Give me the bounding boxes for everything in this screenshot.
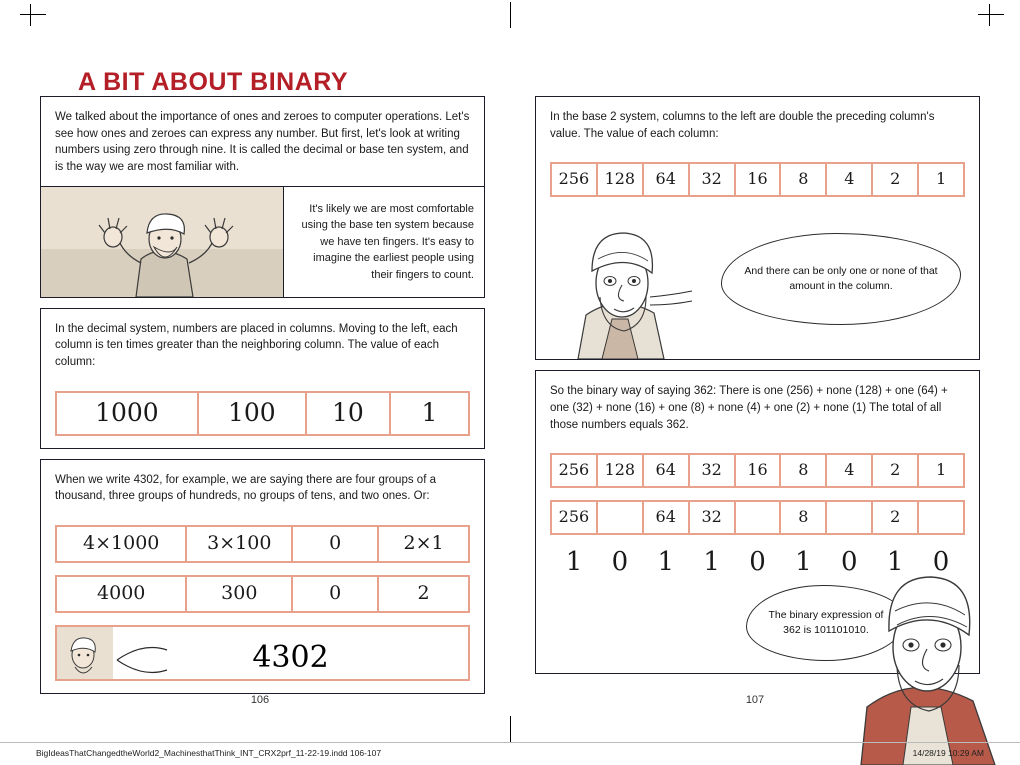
binary-value-cell: 1 [935, 460, 947, 480]
product-values-row [55, 575, 470, 613]
binary-selected-cell: 32 [690, 502, 736, 533]
product-cell: 0 [293, 577, 379, 611]
binary-digit: 0 [840, 547, 858, 578]
expanded-cell: 2×1 [403, 532, 444, 555]
indesign-footer [0, 742, 1020, 758]
binary-values-row [550, 453, 965, 488]
page-number-left: 106 [250, 694, 270, 706]
speech-tail-icon [113, 636, 173, 686]
expanded-form-row [55, 525, 470, 563]
crop-mark-top-right [989, 4, 990, 26]
large-character-overlay-drawing [845, 545, 1020, 765]
binary-value-cell: 8 [781, 455, 827, 486]
binary-digit: 0 [932, 547, 950, 578]
decimal-cell: 10 [307, 393, 391, 434]
small-figure-in-row [57, 627, 113, 679]
illustration-ten-fingers [41, 186, 484, 297]
binary-selected-row [550, 500, 965, 535]
binary-digit: 1 [886, 547, 904, 578]
binary-cell: 16 [736, 164, 782, 195]
crop-mark-top-right-h [978, 14, 1004, 15]
left-panel-decimal-text: In the decimal system, numbers are placed in columns. Moving to the left, each column is ten times greater than the neighboring column. The value of each column: [55, 322, 458, 369]
binary-selected-cell: 2 [873, 502, 919, 533]
binary-value-cell: 256 [552, 455, 598, 486]
product-cell: 2 [417, 582, 430, 605]
footer-filename: BigIdeasThatChangedtheWorld2_MachinesthatThink_INT_CRX2prf_11-22-19.indd 106-107 [36, 748, 382, 758]
crop-mark-top [510, 2, 511, 28]
binary-digit: 1 [703, 547, 720, 578]
left-panel-4302 [40, 459, 485, 694]
crop-mark-bottom [510, 716, 511, 742]
left-page [40, 96, 485, 704]
man-small-drawing [57, 627, 113, 679]
binary-selected-cell: 8 [781, 502, 827, 533]
binary-digit: 1 [657, 547, 675, 578]
binary-value-cell: 32 [690, 455, 736, 486]
expanded-cell: 3×100 [187, 527, 293, 561]
binary-digit: 0 [611, 547, 629, 578]
binary-cell: 64 [644, 164, 690, 195]
binary-selected-cell: 64 [644, 502, 690, 533]
illustration-caption: It's likely we are most comfortable using the base ten system because we have ten fingers. It's easy to imagine the earliest people using their fingers to count. [301, 202, 474, 281]
binary-cell: 2 [873, 164, 919, 195]
right-panel-base2-text: In the base 2 system, columns to the left are double the preceding column's value. The value of each column: [550, 111, 935, 140]
left-panel-intro [40, 96, 485, 298]
decimal-cell: 100 [199, 393, 307, 434]
binary-digit: 0 [749, 547, 766, 578]
total-row [55, 625, 470, 681]
decimal-cell: 1000 [57, 393, 199, 434]
left-panel-intro-text: We talked about the importance of ones and zeroes to computer operations. Let's see how ones and zeroes can express any number. But first, let's look at writing numbers using zero through nine. It is called the decimal or base ten system, and is the way we are most familiar with. [55, 111, 470, 174]
binary-cell: 256 [552, 164, 598, 195]
product-cell: 4000 [57, 577, 187, 611]
binary-cell: 8 [781, 164, 827, 195]
binary-cell: 1 [935, 169, 947, 189]
illustration-man-speaking [536, 209, 979, 359]
man-with-raised-hands-drawing [41, 187, 286, 297]
product-cell: 300 [187, 577, 293, 611]
binary-selected-cell [736, 502, 782, 533]
right-panel-362-text: So the binary way of saying 362: There is one (256) + none (128) + one (64) + one (32) + none (16) + one (8) + none (4) + one (2) + none (1) The total of all those numbers equals 362. [550, 385, 948, 431]
binary-value-cell: 2 [873, 455, 919, 486]
binary-digit: 1 [795, 547, 812, 578]
speech-bubble-binary-expression: The binary expression of 362 is 101101010. [746, 585, 906, 661]
binary-cell: 4 [827, 164, 873, 195]
binary-selected-cell [827, 502, 873, 533]
speech-bubble-only-one-or-none: And there can be only one or none of that amount in the column. [721, 233, 961, 325]
crop-mark-top-left [30, 4, 31, 26]
footer-timestamp: 14/28/19 10:29 AM [912, 748, 984, 758]
man-portrait-drawing [542, 209, 742, 359]
left-panel-4302-text: When we write 4302, for example, we are saying there are four groups of a thousand, three groups of hundreds, no groups of tens, and two ones. Or: [55, 473, 436, 503]
right-panel-base2 [535, 96, 980, 360]
expanded-cell: 0 [293, 527, 379, 561]
decimal-cell: 1 [421, 397, 438, 427]
binary-digit: 1 [565, 547, 583, 578]
expanded-cell: 4×1000 [57, 527, 187, 561]
decimal-place-value-row [55, 391, 470, 436]
binary-value-cell: 64 [644, 455, 690, 486]
binary-value-cell: 128 [598, 455, 644, 486]
binary-cell: 32 [690, 164, 736, 195]
total-bubble [113, 632, 468, 675]
binary-selected-cell [598, 502, 644, 533]
page-title: A BIT ABOUT BINARY [78, 68, 349, 96]
binary-place-value-row [550, 162, 965, 197]
binary-selected-cell [919, 502, 963, 533]
binary-selected-cell: 256 [552, 502, 598, 533]
binary-cell: 128 [598, 164, 644, 195]
page-number-right: 107 [745, 694, 765, 706]
crop-mark-top-left-h [20, 14, 46, 15]
binary-value-cell: 16 [736, 455, 782, 486]
binary-value-cell: 4 [827, 455, 873, 486]
total-value: 4302 [252, 639, 329, 675]
left-panel-decimal-columns [40, 308, 485, 449]
